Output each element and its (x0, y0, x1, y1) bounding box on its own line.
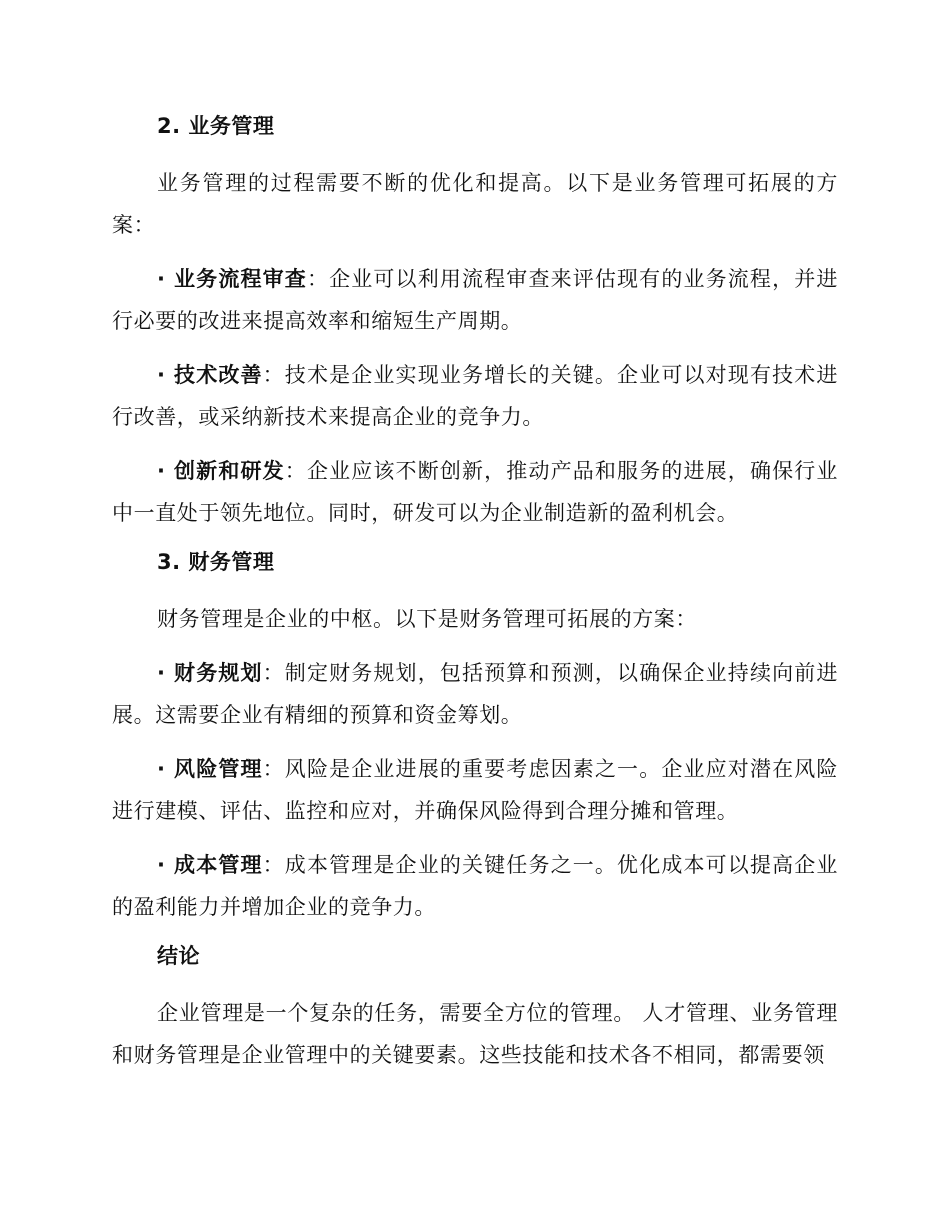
bullet-term: · 财务规划 (157, 661, 263, 685)
bullet-item-cost-management (112, 844, 838, 928)
bullet-item-process-review (112, 258, 838, 342)
bullet-term: · 风险管理 (157, 757, 263, 781)
bullet-term: · 业务流程审查 (157, 267, 307, 291)
bullet-separator: ： (262, 757, 285, 781)
bullet-text: 成本管理是企业的关键任务之一。优化成本可以提高企业的盈利能力并增加企业的竞争力。 (112, 853, 838, 919)
bullet-separator: ： (306, 267, 330, 291)
bullet-item-financial-planning (112, 652, 838, 736)
bullet-text: 技术是企业实现业务增长的关键。企业可以对现有技术进行改善，或采纳新技术来提高企业的竞争力。 (112, 363, 838, 429)
bullet-text: 企业应该不断创新，推动产品和服务的进展，确保行业中一直处于领先地位。同时，研发可以为企业制造新的盈利机会。 (112, 459, 838, 525)
bullet-item-risk-management (112, 748, 838, 832)
bullet-separator: ： (262, 661, 285, 685)
bullet-item-innovation-rd (112, 450, 838, 534)
bullet-term: · 创新和研发 (157, 459, 285, 483)
section-heading-finance: 3. 财务管理 (157, 550, 275, 574)
bullet-item-tech-improvement (112, 354, 838, 438)
bullet-term: · 技术改善 (157, 363, 263, 387)
conclusion-text: 企业管理是一个复杂的任务，需要全方位的管理。 人才管理、业务管理和财务管理是企业管理中的关键要素。这些技能和技术各不相同，都需要领 (112, 1001, 838, 1067)
bullet-separator: ： (262, 853, 285, 877)
bullet-text: 风险是企业进展的重要考虑因素之一。企业应对潜在风险进行建模、评估、监控和应对，并确保风险得到合理分摊和管理。 (112, 757, 838, 823)
section-intro-finance: 财务管理是企业的中枢。以下是财务管理可拓展的方案： (157, 607, 697, 631)
bullet-text: 制定财务规划，包括预算和预测，以确保企业持续向前进展。这需要企业有精细的预算和资金筹划。 (112, 661, 838, 727)
section-heading-conclusion: 结论 (157, 944, 200, 968)
bullet-text: 企业可以利用流程审查来评估现有的业务流程，并进行必要的改进来提高效率和缩短生产周期。 (112, 267, 838, 333)
bullet-separator: ： (262, 363, 285, 387)
section-intro-business: 业务管理的过程需要不断的优化和提高。以下是业务管理可拓展的方案： (112, 171, 838, 237)
section-heading-business: 2. 业务管理 (157, 114, 275, 138)
bullet-separator: ： (284, 459, 307, 483)
bullet-term: · 成本管理 (157, 853, 263, 877)
